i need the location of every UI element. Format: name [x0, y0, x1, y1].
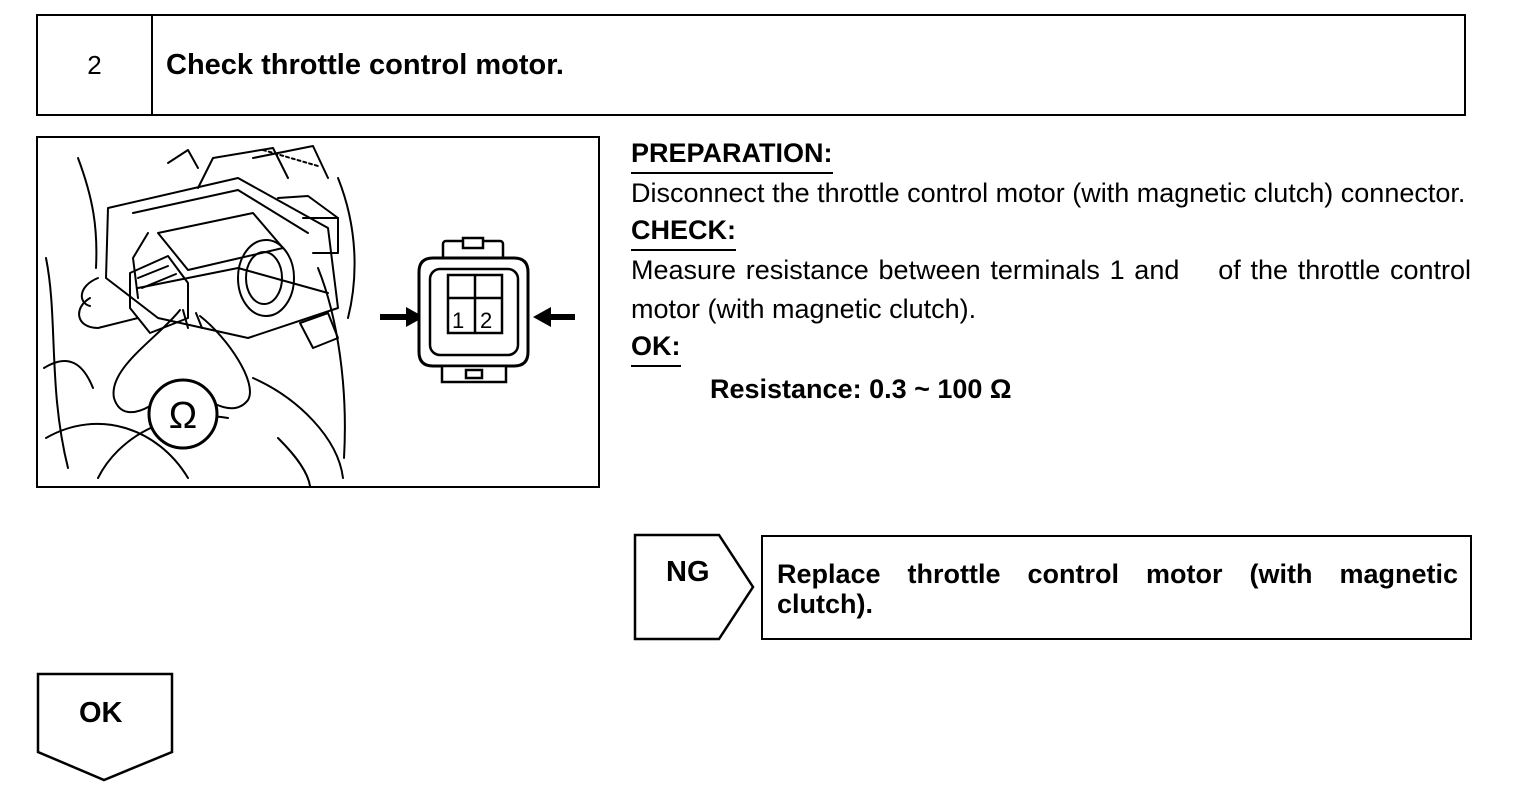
arrow-left-icon	[533, 307, 575, 327]
step-header	[36, 14, 1466, 116]
step-number: 2	[38, 16, 153, 114]
connector-pin-2-label: 2	[480, 308, 493, 333]
step-title: Check throttle control motor.	[166, 48, 564, 81]
throttle-body-drawing	[38, 138, 600, 488]
connector-pin-1-label: 1	[452, 308, 465, 333]
connector-icon	[419, 238, 528, 382]
illustration-panel	[36, 136, 600, 488]
ok-label: OK:	[631, 329, 681, 367]
preparation-text: Disconnect the throttle control motor (with magnetic clutch) connector.	[631, 178, 1466, 208]
arrow-right-icon	[380, 307, 424, 327]
check-text: Measure resistance between terminals 1 and of the throttle control motor (with magnetic clutch).	[631, 255, 1479, 324]
resistance-spec: Resistance: 0.3 ~ 100 Ω	[710, 374, 1012, 404]
preparation-label: PREPARATION:	[631, 136, 833, 174]
svg-text:Ω: Ω	[168, 395, 198, 437]
check-label: CHECK:	[631, 213, 736, 251]
ohmmeter-icon	[149, 380, 217, 448]
ok-branch-label: OK	[79, 697, 123, 729]
procedure-text	[631, 136, 1479, 411]
ng-label: NG	[666, 556, 710, 588]
ng-result-box: Replace throttle control motor (with magnetic clutch).	[761, 535, 1472, 640]
